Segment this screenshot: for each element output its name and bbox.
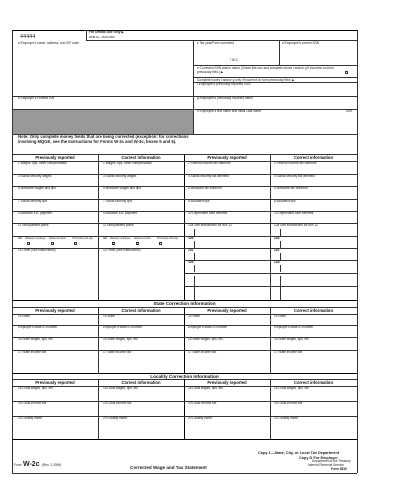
local-18-d: 18 Local wages, tips, etc. xyxy=(274,386,310,390)
prev-ssn-field[interactable] xyxy=(195,87,355,95)
form-revision: (Rev. 2-2009) xyxy=(42,463,62,467)
box13-prev-number: 13 xyxy=(18,236,22,240)
box12a-prev-label: 12a See instructions for box 12 xyxy=(188,223,232,227)
box7-correct-label: 7 Social security tips xyxy=(103,199,133,203)
form-header xyxy=(12,30,357,40)
box6-prev-label: 6 Medicare tax withheld xyxy=(188,186,222,190)
copy-line2: Copy D For Employer xyxy=(299,455,338,460)
state-id-c: Employer's state ID number xyxy=(188,325,228,329)
local-20-d: 20 Locality name xyxy=(274,416,299,420)
form-code: 44444 xyxy=(20,34,36,40)
corrected-ssn-checkbox[interactable] xyxy=(345,71,348,74)
state-prev-header-left: Previously reported xyxy=(35,308,75,313)
official-use-label: For Official Use Only ▶ xyxy=(89,30,124,34)
box12a-correct-label: 12a See instructions for box 12 xyxy=(274,223,318,227)
box12b-correct-label: 12b xyxy=(274,236,280,240)
state-16-a: 16 State wages, tips, etc. xyxy=(18,337,54,341)
box6-correct-label: 6 Medicare tax withheld xyxy=(274,186,308,190)
local-prev-header-left: Previously reported xyxy=(35,380,75,385)
tax-year-label: c Tax year/Form corrected xyxy=(197,41,234,45)
box13-prev-statutory-checkbox[interactable] xyxy=(27,242,30,245)
box8-correct-label: 8 Allocated tips xyxy=(274,199,296,203)
state-16-d: 16 State wages, tips, etc. xyxy=(274,337,310,341)
box8-prev-label: 8 Allocated tips xyxy=(188,199,210,203)
box2-prev-label: 2 Federal income tax withheld xyxy=(188,161,231,165)
local-18-a: 18 Local wages, tips, etc. xyxy=(18,386,54,390)
state-15-b: 15 State xyxy=(103,314,115,318)
box13-correct-retirement: Retirement plan xyxy=(134,237,151,240)
box14-prev-label: 14 Other (see instructions) xyxy=(18,248,56,252)
box12c-prev-label: 12c xyxy=(188,248,194,252)
local-19-b: 19 Local income tax xyxy=(103,401,132,405)
form-number: Form 8510 xyxy=(331,467,347,471)
dept-line2: Internal Revenue Service xyxy=(308,463,344,467)
box10-prev-label: 10 Dependent care benefits xyxy=(188,211,228,215)
local-19-d: 19 Local income tax xyxy=(274,401,303,405)
state-prev-header-right: Previously reported xyxy=(207,308,247,313)
prev-header-right: Previously reported xyxy=(207,155,247,160)
local-prev-header-right: Previously reported xyxy=(207,380,247,385)
employee-name-field[interactable] xyxy=(195,115,355,133)
prev-header-left: Previously reported xyxy=(35,155,75,160)
correct-header-right: Correct information xyxy=(293,155,334,160)
box12d-correct-label: 12d xyxy=(274,260,280,264)
box1-correct-label: 1 Wages, tips, other compensation xyxy=(103,161,152,165)
state-section-title: State Correction Information xyxy=(153,301,216,306)
employer-name-field[interactable] xyxy=(14,47,191,77)
box11-prev-label: 11 Nonqualified plans xyxy=(18,223,49,227)
box13-prev-sickpay: Third-party sick pay xyxy=(72,237,93,240)
local-20-b: 20 Locality name xyxy=(103,416,128,420)
state-17-b: 17 State income tax xyxy=(103,350,132,354)
box5-prev-label: 5 Medicare wages and tips xyxy=(18,186,56,190)
state-15-d: 15 State xyxy=(274,314,286,318)
prev-name-label: g Employee's previously reported name xyxy=(197,96,253,100)
omb-number: OMB No. 1545-0008 xyxy=(89,35,115,39)
box3-prev-label: 3 Social security wages xyxy=(18,174,52,178)
box13-correct-statutory-checkbox[interactable] xyxy=(112,242,115,245)
prev-ssn-label: f Employee's previously reported SSN xyxy=(197,82,251,86)
form-w2-label: / W-2 xyxy=(230,58,238,62)
box3-correct-label: 3 Social security wages xyxy=(103,174,137,178)
local-19-a: 19 Local income tax xyxy=(18,401,47,405)
box14-correct-label: 14 Other (see instructions) xyxy=(103,248,141,252)
correct-header-left: Correct information xyxy=(121,155,161,160)
state-id-d: Employer's state ID number xyxy=(274,325,314,329)
box1-prev-label: 1 Wages, tips, other compensation xyxy=(18,161,67,165)
box4-prev-label: 4 Social security tax withheld xyxy=(188,174,229,178)
dept-line1: Department of the Treasury xyxy=(312,459,351,463)
local-correct-header-right: Correct information xyxy=(293,380,334,385)
state-15-c: 15 State xyxy=(188,314,200,318)
box13-correct-retirement-checkbox[interactable] xyxy=(136,242,139,245)
copy-line1: Copy 1—State, City, or Local Tax Department xyxy=(258,451,340,455)
box13-correct-sickpay-checkbox[interactable] xyxy=(159,242,162,245)
form-footer xyxy=(12,440,357,473)
form-w2c xyxy=(12,30,357,475)
box9-correct-label: 9 Advance EIC payment xyxy=(103,211,138,215)
form-name: W-2c xyxy=(23,461,40,468)
suffix-label: Suff. xyxy=(346,109,353,113)
state-17-d: 17 State income tax xyxy=(274,350,303,354)
local-correct-header-left: Correct information xyxy=(121,380,161,385)
employee-name-label: h Employee's first name and initial Last name xyxy=(197,109,262,113)
box11-correct-label: 11 Nonqualified plans xyxy=(103,223,134,227)
note-text: Note: Only complete money fields that are being corrected (exception: for corrections involving MQGE, see the Instructions for Forms W-2c and W-3c, boxes 5 and 6). xyxy=(18,134,189,144)
local-20-c: 20 Locality name xyxy=(188,416,213,420)
box12b-prev-label: 12b xyxy=(188,236,194,240)
box13-correct-statutory: Statutory employee xyxy=(110,237,131,240)
box5-correct-label: 5 Medicare wages and tips xyxy=(103,186,141,190)
box13-prev-retirement-checkbox[interactable] xyxy=(51,242,54,245)
box12c-correct-label: 12c xyxy=(274,248,280,252)
employer-ein-field[interactable] xyxy=(14,101,191,108)
tax-year-field[interactable] xyxy=(195,46,277,58)
state-15-a: 15 State xyxy=(18,314,30,318)
state-id-b: Employer's state ID number xyxy=(103,325,143,329)
prev-name-field[interactable] xyxy=(195,101,355,108)
form-title: Corrected Wage and Tax Statement xyxy=(130,465,207,470)
box12d-prev-label: 12d xyxy=(188,260,194,264)
state-16-c: 16 State wages, tips, etc. xyxy=(188,337,224,341)
local-18-b: 18 Local wages, tips, etc. xyxy=(103,386,139,390)
state-correct-header-right: Correct information xyxy=(293,308,334,313)
employee-correct-ssn-label: d Employee's correct SSN xyxy=(282,41,320,45)
box4-correct-label: 4 Social security tax withheld xyxy=(274,174,315,178)
box10-correct-label: 10 Dependent care benefits xyxy=(274,211,314,215)
box7-prev-label: 7 Social security tips xyxy=(18,199,48,203)
box2-correct-label: 2 Federal income tax withheld xyxy=(274,161,317,165)
local-19-c: 19 Local income tax xyxy=(188,401,217,405)
local-20-a: 20 Locality name xyxy=(18,416,43,420)
state-correct-header-left: Correct information xyxy=(121,308,161,313)
locality-section-title: Locality Correction Information xyxy=(150,374,219,379)
state-16-b: 16 State wages, tips, etc. xyxy=(103,337,139,341)
box13-prev-retirement: Retirement plan xyxy=(49,237,66,240)
local-18-c: 18 Local wages, tips, etc. xyxy=(188,386,224,390)
box13-correct-number: 13 xyxy=(103,236,107,240)
state-17-c: 17 State income tax xyxy=(188,350,217,354)
employer-name-label: a Employer's name, address, and ZIP code xyxy=(18,41,79,45)
corrected-ssn-label: e Corrected SSN and/or name (Check this box and complete boxes f and/or g if incorrect on form previously filed.) ▶ xyxy=(197,66,334,74)
state-id-a: Employer's state ID number xyxy=(18,325,58,329)
form-prefix: Form xyxy=(14,463,22,467)
employee-correct-ssn-field[interactable] xyxy=(281,46,355,63)
employer-ein-label: b Employer's Federal EIN xyxy=(18,96,55,100)
state-17-a: 17 State income tax xyxy=(18,350,47,354)
box13-prev-sickpay-checkbox[interactable] xyxy=(74,242,77,245)
complete-fg-label: Complete boxes f and/or g only if incorrect on form previously filed. ▶ xyxy=(197,77,295,82)
box13-correct-sickpay: Third-party sick pay xyxy=(157,237,178,240)
shaded-area xyxy=(13,110,193,134)
box9-prev-label: 9 Advance EIC payment xyxy=(18,211,53,215)
box13-prev-statutory: Statutory employee xyxy=(25,237,46,240)
